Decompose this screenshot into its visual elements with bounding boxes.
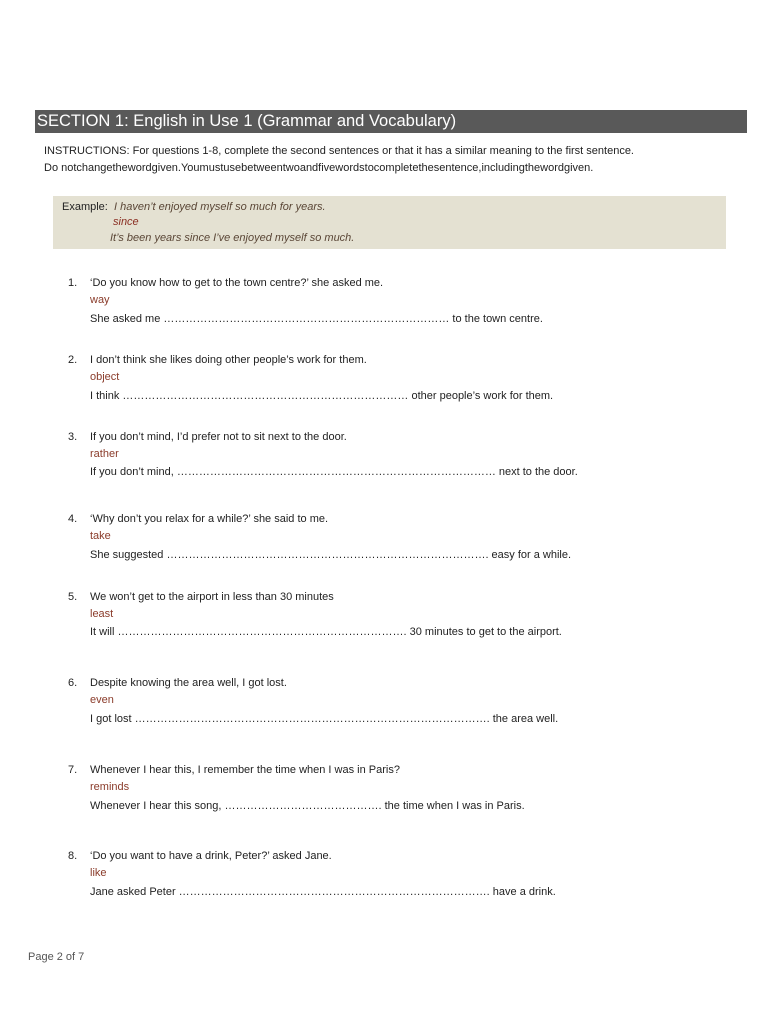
question-key-word: object bbox=[90, 371, 120, 383]
answer-line[interactable]: She suggested ……………………………………………………………………………. easy for a while. bbox=[90, 549, 572, 561]
answer-line[interactable]: If you don’t mind, …………………………………………………………………………… next to the door. bbox=[90, 466, 578, 478]
answer-line[interactable]: She asked me …………………………………………………………………… to the town centre. bbox=[90, 313, 543, 325]
instructions bbox=[44, 143, 744, 177]
question-number: 4. bbox=[68, 513, 78, 525]
question-key-word: like bbox=[90, 867, 107, 879]
question-sentence: ‘Do you know how to get to the town centre?’ she asked me. bbox=[90, 277, 384, 289]
question-number: 7. bbox=[68, 764, 78, 776]
question-sentence: If you don’t mind, I’d prefer not to sit next to the door. bbox=[90, 431, 347, 443]
example-label: Example: bbox=[62, 201, 108, 213]
question-key-word: least bbox=[90, 608, 114, 620]
section-title: SECTION 1: English in Use 1 (Grammar and Vocabulary) bbox=[35, 110, 747, 133]
question-sentence: ‘Why don’t you relax for a while?’ she said to me. bbox=[90, 513, 329, 525]
example-answer: It’s been years since I’ve enjoyed myself so much. bbox=[110, 232, 355, 244]
question-sentence: Whenever I hear this, I remember the time when I was in Paris? bbox=[90, 764, 400, 776]
question-sentence: Despite knowing the area well, I got lost. bbox=[90, 677, 287, 689]
question-key-word: reminds bbox=[90, 781, 130, 793]
answer-line[interactable]: It will ……………………………………………………………………. 30 minutes to get to the airport. bbox=[90, 626, 562, 638]
question-key-word: even bbox=[90, 694, 114, 706]
question-sentence: ‘Do you want to have a drink, Peter?’ asked Jane. bbox=[90, 850, 332, 862]
question-key-word: way bbox=[90, 294, 110, 306]
question-number: 3. bbox=[68, 431, 78, 443]
question-number: 8. bbox=[68, 850, 78, 862]
question-number: 6. bbox=[68, 677, 78, 689]
answer-line[interactable]: Whenever I hear this song, ……………………………………. the time when I was in Paris. bbox=[90, 800, 525, 812]
question-number: 1. bbox=[68, 277, 78, 289]
instructions-line-1: INSTRUCTIONS: For questions 1-8, complete the second sentences or that it has a similar meaning to the first sentence. bbox=[44, 145, 634, 157]
question-key-word: take bbox=[90, 530, 111, 542]
instructions-line-2: Do notchangethewordgiven.Youmustusebetweentwoandfivewordstocompletethesentence,includingthewordgiven. bbox=[44, 162, 594, 174]
question-key-word: rather bbox=[90, 448, 119, 460]
example-box bbox=[53, 196, 726, 249]
question-number: 2. bbox=[68, 354, 78, 366]
answer-line[interactable]: I got lost ……………………………………………………………………………………. the area well. bbox=[90, 713, 559, 725]
question-number: 5. bbox=[68, 591, 78, 603]
answer-line[interactable]: Jane asked Peter …………………………………………………………………………. have a drink. bbox=[90, 886, 556, 898]
question-sentence: We won’t get to the airport in less than 30 minutes bbox=[90, 591, 334, 603]
example-first-sentence: I haven’t enjoyed myself so much for years. bbox=[114, 201, 326, 213]
example-key-word: since bbox=[113, 216, 139, 228]
question-sentence: I don’t think she likes doing other people’s work for them. bbox=[90, 354, 367, 366]
answer-line[interactable]: I think …………………………………………………………………… other people’s work for them. bbox=[90, 390, 554, 402]
page-number: Page 2 of 7 bbox=[28, 951, 85, 963]
